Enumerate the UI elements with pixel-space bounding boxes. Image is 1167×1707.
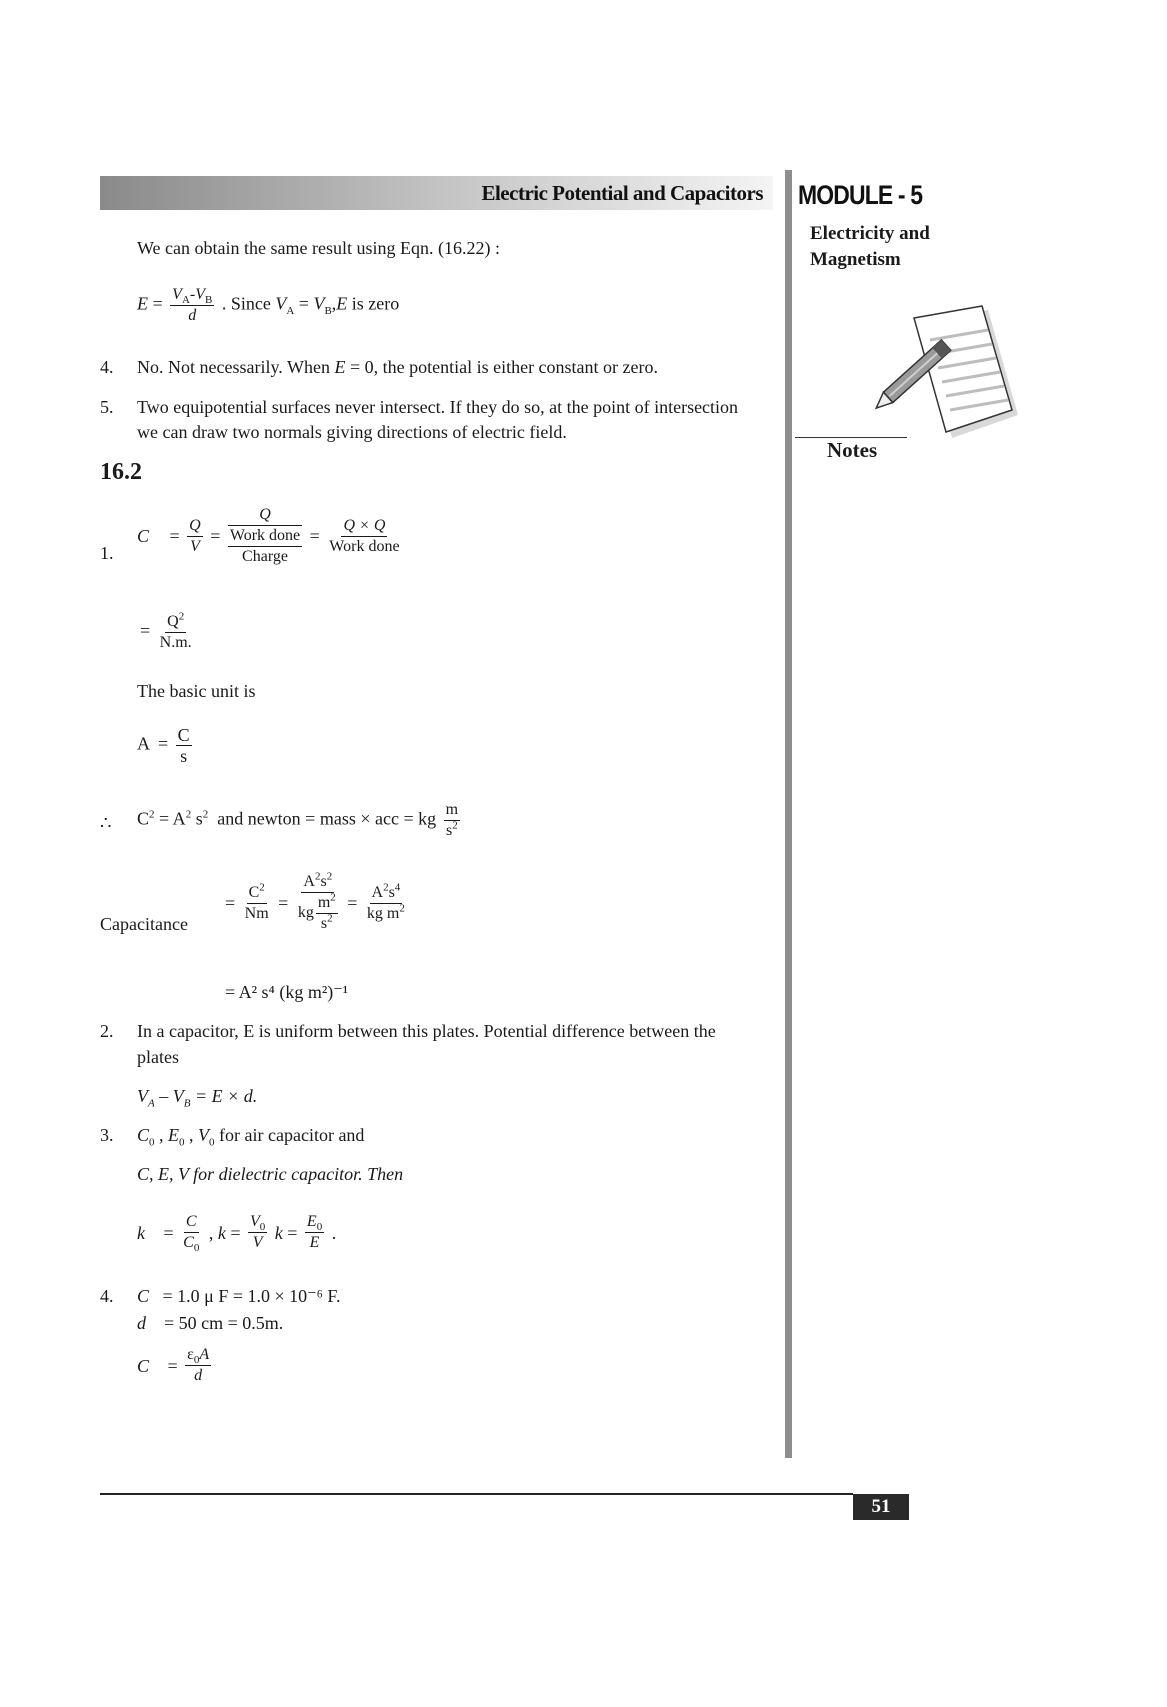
list-item-number: 4. (100, 1286, 114, 1306)
fraction: $\frac{C}{s}$ (177, 725, 190, 766)
list-item-line: In a capacitor, E is uniform between this plates. Potential difference between the (137, 1021, 716, 1041)
given-distance: d = 50 cm = 0.5m. (137, 1313, 284, 1333)
module-title: MODULE - 5 (798, 180, 923, 210)
fraction: Q Work done Charge (229, 506, 301, 566)
header-bar (100, 176, 773, 210)
page-number: 51 (853, 1494, 909, 1520)
list-item-line: C, E, V for dielectric capacitor. Then (137, 1164, 404, 1184)
intro-text: We can obtain the same result using Eqn. (16.22) : (137, 238, 500, 258)
page-header-title: Electric Potential and Capacitors (481, 181, 763, 205)
list-item-number: 3. (100, 1125, 114, 1145)
list-item-line: we can draw two normals giving directions of electric field. (137, 422, 567, 442)
fraction: $\frac{Q}{V}$ (189, 516, 201, 555)
basic-unit-text: The basic unit is (137, 681, 256, 701)
section-heading: 16.2 (100, 459, 142, 485)
fraction: $\frac{V_A-V_B}{d}$ (172, 286, 213, 324)
equation-dielectric-k: k = $\frac{C}{C_0}$ , k = $\frac{V_0}{V}$ k = $\frac{E_0}{E}$ . (137, 1213, 337, 1255)
capacitance-label: Capacitance (100, 914, 188, 934)
fraction: $\frac{m}{s^2}$ (445, 801, 459, 839)
list-item-number: 5. (100, 397, 114, 417)
fraction: $A^2s^2$ kg $\frac{m^2}{s^2}$ (297, 870, 336, 932)
fraction: $\frac{C^2}{Nm}$ (244, 881, 269, 922)
equation-q-squared: = $\frac{Q^2}{N.m.}$ (140, 610, 192, 651)
sidebar-divider (785, 170, 792, 1458)
notes-label: Notes (827, 438, 878, 462)
list-item-number: 4. (100, 357, 114, 377)
list-item-line: plates (137, 1047, 179, 1067)
fraction: $\frac{E_0}{E}$ (306, 1213, 323, 1251)
therefore-symbol: ∴ (100, 813, 112, 833)
footer-rule (100, 1493, 853, 1495)
equation-potential-difference: $V_A - V_B = E \times d$. (137, 1086, 258, 1110)
list-item-line: Two equipotential surfaces never intersect. If they do so, at the point of intersection (137, 397, 739, 417)
fraction: $\frac{Q \times Q}{\text{Work done}}$ (329, 516, 400, 555)
fraction: $\frac{A^2s^4}{kg m^2}$ (366, 881, 405, 922)
fraction: $\frac{C}{C_0}$ (183, 1213, 200, 1255)
module-subject-line1: Electricity and (810, 223, 930, 244)
list-item-number: 1. (100, 543, 114, 563)
given-capacitance: C = 1.0 μ F = 1.0 × 10⁻⁶ F. (137, 1286, 341, 1306)
list-item-line: $C_0$ , $E_0$ , $V_0$ for air capacitor and (137, 1125, 365, 1149)
list-item: No. Not necessarily. When E = 0, the potential is either constant or zero. (137, 357, 659, 377)
equation-capacitance-units: = $\frac{C^2}{Nm}$ = $A^2s^2$ kg $\frac{m^2}{s^2}$ = $\frac{A^2s^4}{kg m^2}$ (225, 870, 405, 932)
equation-e-field: E = $\frac{V_A-V_B}{d}$ . Since $V_A = V_B,E$ is zero (137, 286, 400, 324)
equation-coulomb-newton: $C^2 = A^2$ $s^2$ and newton = mass × acc = kg $\frac{m}{s^2}$ (137, 801, 459, 839)
equation-ampere: A = $\frac{C}{s}$ (137, 725, 190, 766)
fraction: $\frac{V_0}{V}$ (249, 1213, 266, 1251)
module-subject-line2: Magnetism (810, 249, 901, 270)
fraction: $\frac{Q^2}{N.m.}$ (159, 610, 192, 651)
fraction: $\frac{\varepsilon_0A}{d}$ (187, 1346, 210, 1384)
notebook-pencil-icon (870, 300, 1030, 460)
equation-parallel-plate: C = $\frac{\varepsilon_0A}{d}$ (137, 1346, 210, 1384)
module-subject (810, 221, 930, 273)
list-item-number: 2. (100, 1021, 114, 1041)
capacitance-result: = A² s⁴ (kg m²)⁻¹ (225, 982, 349, 1002)
equation-capacitance-def: C = $\frac{Q}{V}$ = Q Work done Charge = $\frac{Q \times Q}{\text{Work done}}$ (137, 506, 400, 566)
